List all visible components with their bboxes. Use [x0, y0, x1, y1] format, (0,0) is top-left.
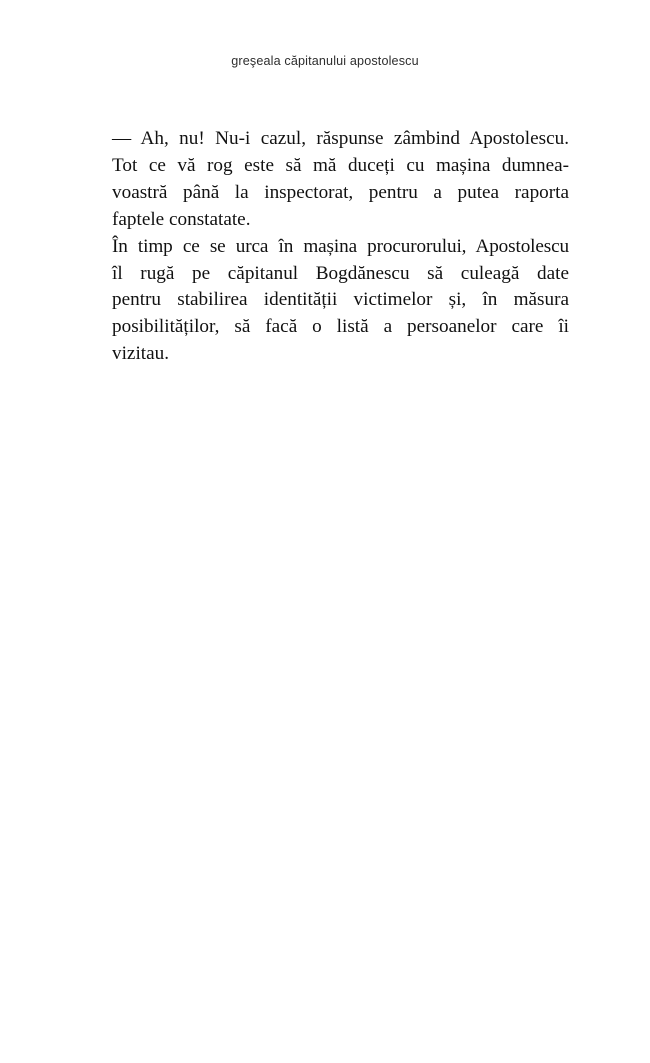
running-head: greşeala căpitanului apostolescu — [231, 54, 419, 68]
paragraph-1-line-2: Tot ce vă rog este să mă duceți cu mașina dumnea- — [112, 154, 569, 176]
paragraph-2-line-2: îl rugă pe căpitanul Bogdănescu să culeagă date — [112, 262, 569, 284]
paragraph-2-line-1: În timp ce se urca în mașina procurorului, Apostolescu — [112, 235, 569, 257]
paragraph-2-line-3: pentru stabilirea identității victimelor și, în măsura — [112, 289, 569, 311]
paragraph-2-line-4: posibilităților, să facă o listă a persoanelor care îi — [112, 316, 569, 338]
paragraph-1-line-3: voastră până la inspectorat, pentru a putea raporta — [112, 181, 569, 203]
paragraph-1 — [93, 126, 569, 234]
paragraph-2 — [93, 234, 569, 369]
paragraph-1-line-4: faptele constatate. — [112, 208, 251, 230]
body-text-block — [93, 126, 569, 368]
paragraph-1-line-1: — Ah, nu! Nu-i cazul, răspunse zâmbind Apostolescu. — [112, 128, 569, 149]
paragraph-2-line-5: vizitau. — [112, 343, 170, 365]
